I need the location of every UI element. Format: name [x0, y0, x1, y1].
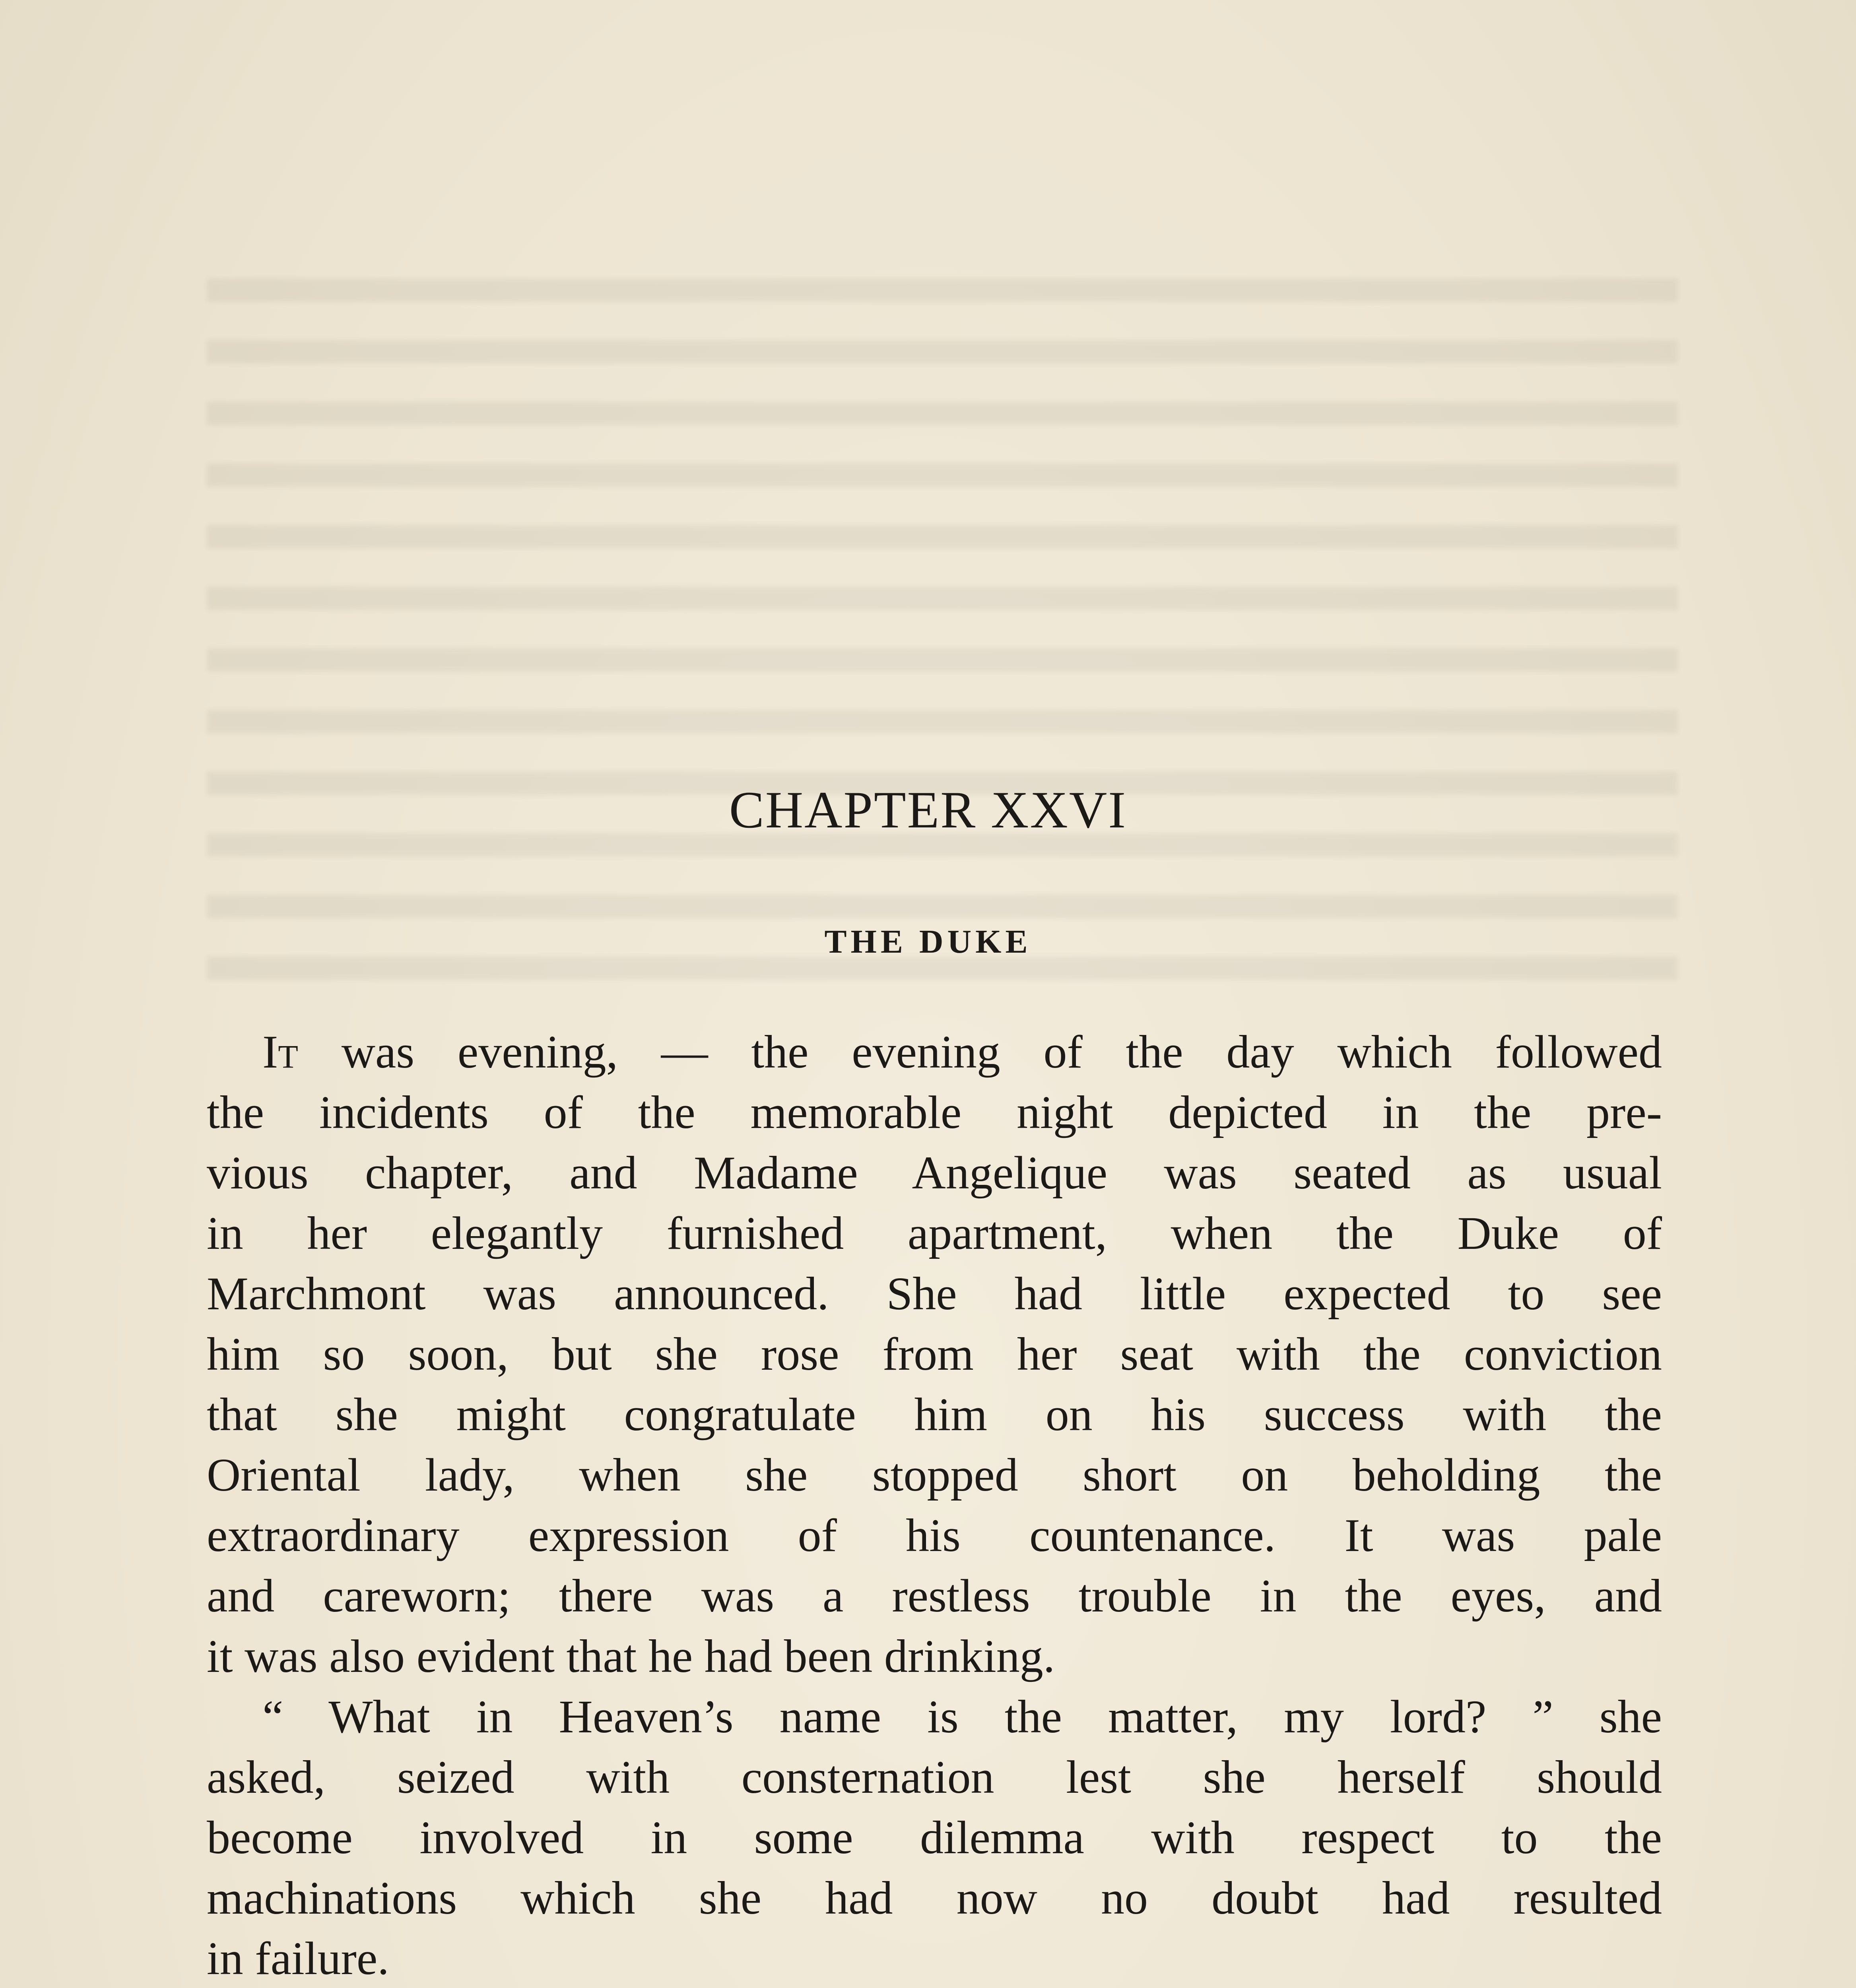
text-line: “ What in Heaven’s name is the matter, my lord? ” she	[262, 1691, 1662, 1743]
text-line: become involved in some dilemma with respect to the	[207, 1811, 1662, 1864]
text-line: in failure.	[207, 1932, 389, 1984]
text-line: machinations which she had now no doubt had resulted	[207, 1872, 1662, 1924]
chapter-subtitle: THE DUKE	[824, 923, 1032, 960]
text-line: that she might congratulate him on his success with the	[207, 1388, 1662, 1441]
text-line: vious chapter, and Madame Angelique was seated as usual	[207, 1147, 1662, 1199]
chapter-body	[207, 1022, 1662, 1988]
text-line: Marchmont was announced. She had little expected to see	[207, 1268, 1662, 1320]
bleed-through-texture	[207, 278, 1678, 994]
text-line: extraordinary expression of his countenance. It was pale	[207, 1509, 1662, 1561]
text-line: It was evening, — the evening of the day which followed	[262, 1026, 1662, 1078]
text-line: and careworn; there was a restless trouble in the eyes, and	[207, 1570, 1662, 1622]
drop-word: It	[262, 1026, 298, 1078]
text-line: it was also evident that he had been drinking.	[207, 1630, 1055, 1682]
text-line: the incidents of the memorable night depicted in the pre-	[207, 1086, 1662, 1138]
text-line: Oriental lady, when she stopped short on beholding the	[207, 1449, 1662, 1501]
text-line: in her elegantly furnished apartment, when the Duke of	[207, 1207, 1662, 1259]
text-line: asked, seized with consternation lest she herself should	[207, 1751, 1662, 1803]
text-line: him so soon, but she rose from her seat with the conviction	[207, 1328, 1662, 1380]
chapter-heading: CHAPTER XXVI	[729, 780, 1127, 839]
